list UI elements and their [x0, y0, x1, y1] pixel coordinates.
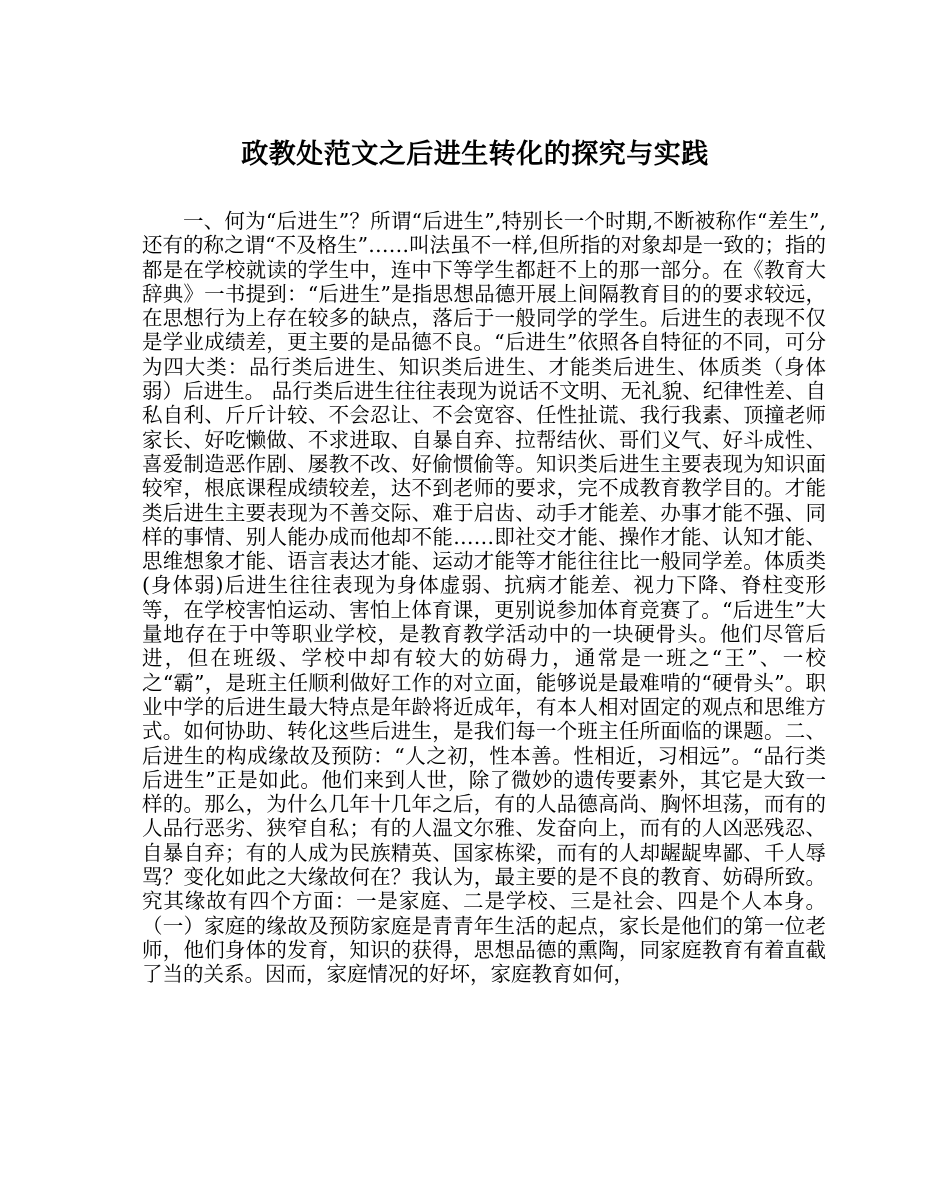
document-body-paragraph: 一、何为“后进生”？所谓“后进生”,特别长一个时期,不断被称作“差生”,还有的称之谓“不及格生”……叫法虽不一样,但所指的对象却是一致的；指的都是在学校就读的学生中，连中下等学生都赶不上的那一部分。在《教育大辞典》一书提到：“后进生”是指思想品德开展上间隔教育目的的要求较远，在思想行为上存在较多的缺点，落后于一般同学的学生。后进生的表现不仅是学业成绩差，更主要的是品德不良。“后进生”依照各自特征的不同，可分为四大类：品行类后进生、知识类后进生、才能类后进生、体质类（身体弱）后进生。 品行类后进生往往表现为说话不文明、无礼貌、纪律性差、自私自利、斤斤计较、不会忍让、不会宽容、任性扯谎、我行我素、顶撞老师家长、好吃懒做、不求进取、自暴自弃、拉帮结伙、哥们义气、好斗成性、喜爱制造恶作剧、屡教不改、好偷惯偷等。知识类后进生主要表现为知识面较窄，根底课程成绩较差，达不到老师的要求，完不成教育教学目的。才能类后进生主要表现为不善交际、难于启齿、动手才能差、办事才能不强、同样的事情、别人能办成而他却不能……即社交才能、操作才能、认知才能、思维想象才能、语言表达才能、运动才能等才能往往比一般同学差。体质类(身体弱)后进生往往表现为身体虚弱、抗病才能差、视力下降、脊柱变形等，在学校害怕运动、害怕上体育课，更别说参加体育竞赛了。“后进生”大量地存在于中等职业学校，是教育教学活动中的一块硬骨头。他们尽管后进，但在班级、学校中却有较大的妨碍力，通常是一班之“王”、一校之“霸”，是班主任顺利做好工作的对立面，能够说是最难啃的“硬骨头”。职业中学的后进生最大特点是年龄将近成年，有本人相对固定的观点和思维方式。如何协助、转化这些后进生，是我们每一个班主任所面临的课题。二、后进生的构成缘故及预防：“人之初，性本善。性相近，习相远”。“品行类后进生”正是如此。他们来到人世，除了微妙的遗传要素外，其它是大致一样的。那么，为什么几年十几年之后，有的人品德高尚、胸怀坦荡，而有的人品行恶劣、狭窄自私；有的人温文尔雅、发奋向上，而有的人凶恶残忍、自暴自弃；有的人成为民族精英、国家栋梁，而有的人却龌龊卑鄙、千人辱骂？变化如此之大缘故何在？我认为，最主要的是不良的教育、妨碍所致。究其缘故有四个方面：一是家庭、二是学校、三是社会、四是个人本身。（一）家庭的缘故及预防家庭是青青年生活的起点，家长是他们的第一位老师，他们身体的发育，知识的获得，思想品德的熏陶，同家庭教育有着直截了当的关系。因而，家庭情况的好坏，家庭教育如何，: [142, 209, 826, 987]
document-title: 政教处范文之后进生转化的探究与实践: [241, 139, 709, 170]
